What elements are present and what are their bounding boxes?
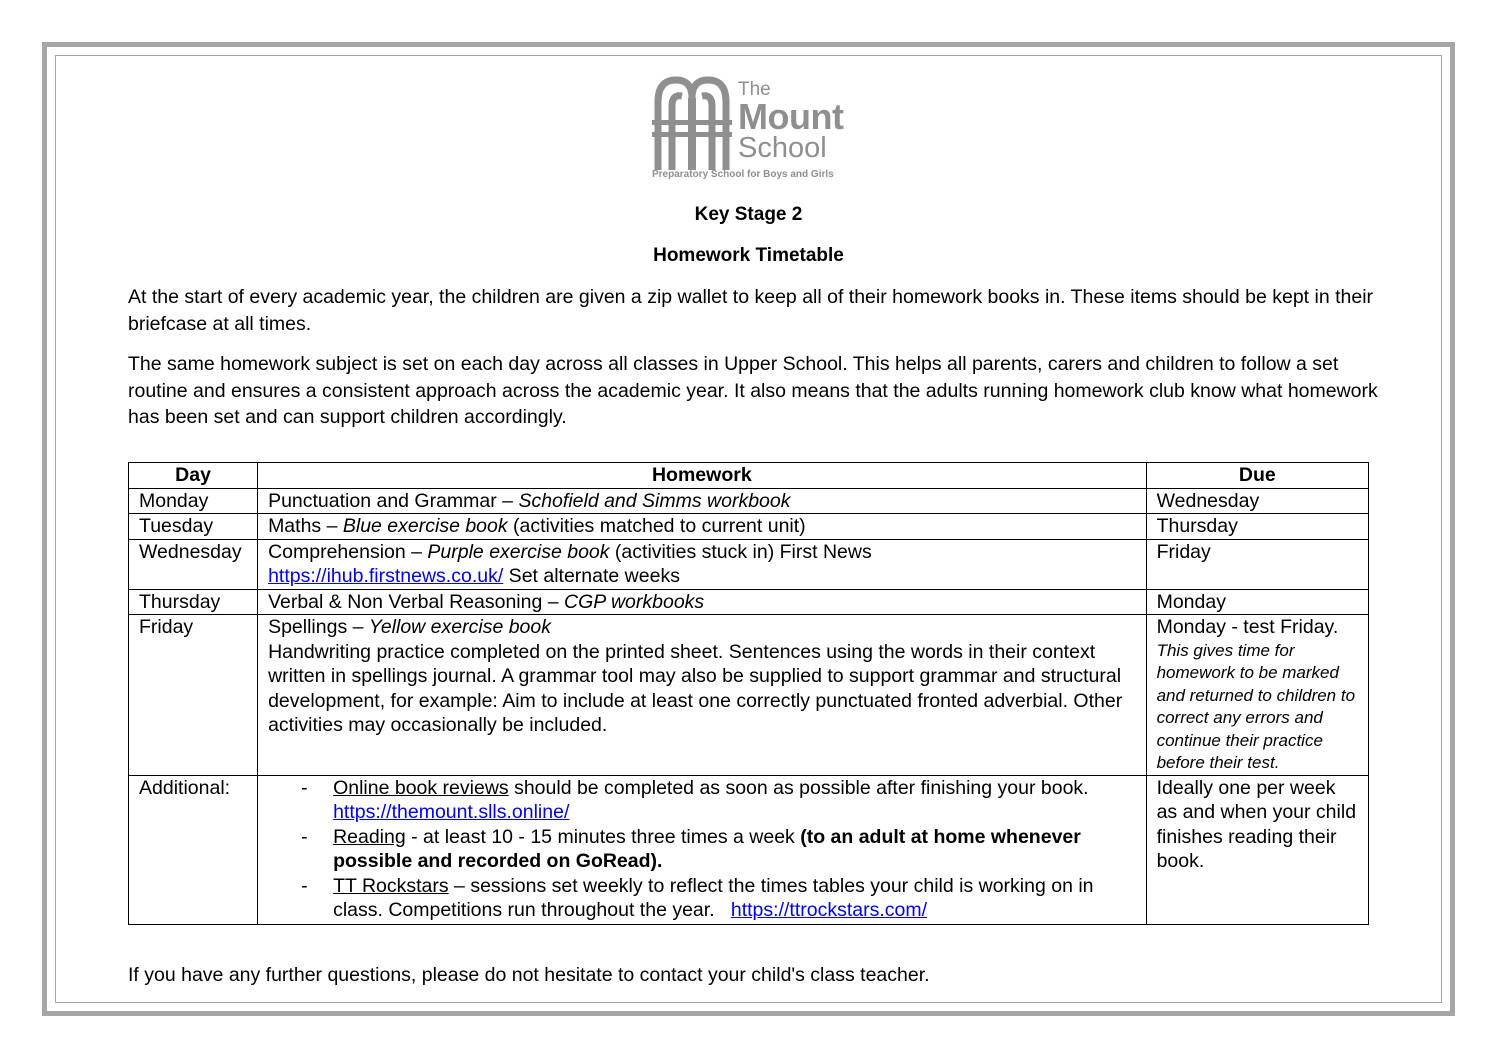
due-cell: Thursday bbox=[1146, 514, 1368, 540]
item-text: should be completed as soon as possible after finishing your book. bbox=[508, 776, 1089, 799]
page-subtitle: Homework Timetable bbox=[653, 245, 844, 266]
homework-cell bbox=[258, 589, 1147, 615]
resource: Schofield and Simms workbook bbox=[518, 489, 791, 512]
logo-tagline: Preparatory School for Boys and Girls bbox=[652, 169, 834, 180]
header-homework: Homework bbox=[258, 463, 1147, 489]
homework-cell bbox=[258, 539, 1147, 589]
homework-cell bbox=[258, 775, 1147, 924]
due-cell: Monday bbox=[1146, 589, 1368, 615]
item-text: - at least 10 - 15 minutes three times a week bbox=[405, 825, 801, 848]
table-row-monday bbox=[129, 488, 1369, 514]
day-cell: Additional: bbox=[129, 775, 258, 924]
item-title: TT Rockstars bbox=[333, 874, 449, 897]
item-title: Reading bbox=[333, 825, 406, 848]
list-dash: - bbox=[301, 874, 308, 897]
intro-paragraph-2: The same homework subject is set on each day across all classes in Upper School. This helps all parents, carers and children to follow a set routine and ensures a consistent approach across the academic year. It also means that the adults running homework club know what homework has been set and can support children accordingly. bbox=[128, 353, 1378, 428]
subject: Spellings – bbox=[268, 616, 369, 638]
due-cell: Wednesday bbox=[1146, 488, 1368, 514]
resource: Yellow exercise book bbox=[368, 616, 551, 638]
school-crest-icon bbox=[652, 74, 732, 170]
intro-paragraph-1: At the start of every academic year, the children are given a zip wallet to keep all of their homework books in. These items should be kept in their briefcase at all times. bbox=[128, 286, 1374, 335]
subject: Punctuation and Grammar – bbox=[268, 489, 519, 512]
first-news-link[interactable]: https://ihub.firstnews.co.uk/ bbox=[268, 565, 504, 587]
homework-cell bbox=[258, 514, 1147, 540]
day-cell: Wednesday bbox=[129, 539, 258, 589]
due-cell: Ideally one per week as and when your child finishes reading their book. bbox=[1146, 775, 1368, 924]
subject: Verbal & Non Verbal Reasoning – bbox=[268, 590, 565, 613]
table-row-wednesday bbox=[129, 539, 1369, 589]
list-item bbox=[268, 825, 1136, 874]
school-logo bbox=[652, 70, 862, 182]
detail: Set alternate weeks bbox=[503, 565, 680, 587]
due-text: Monday - test Friday. bbox=[1156, 616, 1339, 638]
resource: Purple exercise book bbox=[427, 540, 610, 563]
item-title: Online book reviews bbox=[333, 776, 509, 799]
day-cell: Friday bbox=[129, 615, 258, 776]
header-due: Due bbox=[1146, 463, 1368, 489]
detail: (activities stuck in) First News bbox=[609, 540, 872, 563]
item-text: – sessions set weekly to reflect the times tables your child is working on in class. Competitions run throughout the year. bbox=[333, 874, 1099, 921]
table-row-additional bbox=[129, 775, 1369, 924]
list-dash: - bbox=[301, 825, 308, 848]
ttrockstars-link[interactable]: https://ttrockstars.com/ bbox=[730, 899, 928, 921]
logo-school: School bbox=[738, 132, 827, 164]
logo-mount: Mount bbox=[738, 96, 844, 137]
list-item bbox=[268, 776, 1136, 825]
page-title: Key Stage 2 bbox=[694, 204, 803, 225]
list-item bbox=[268, 874, 1136, 923]
book-review-link[interactable]: https://themount.slls.online/ bbox=[333, 801, 570, 823]
footer-note: If you have any further questions, please do not hesitate to contact your child's class teacher. bbox=[128, 964, 930, 986]
due-note: This gives time for homework to be marked and returned to children to correct any errors and continue their practice before their test. bbox=[1156, 640, 1356, 772]
subject: Comprehension – bbox=[268, 540, 428, 563]
header-day: Day bbox=[129, 463, 258, 489]
homework-cell bbox=[258, 488, 1147, 514]
homework-table bbox=[128, 462, 1369, 925]
due-cell: Friday bbox=[1146, 539, 1368, 589]
day-cell: Tuesday bbox=[129, 514, 258, 540]
detail: (activities matched to current unit) bbox=[507, 515, 806, 537]
list-dash: - bbox=[301, 776, 308, 799]
due-cell bbox=[1146, 615, 1368, 776]
table-row-tuesday bbox=[129, 514, 1369, 540]
day-cell: Thursday bbox=[129, 589, 258, 615]
resource: Blue exercise book bbox=[342, 515, 508, 537]
homework-cell bbox=[258, 615, 1147, 776]
subject: Maths – bbox=[268, 515, 343, 537]
resource: CGP workbooks bbox=[564, 590, 705, 613]
table-row-thursday bbox=[129, 589, 1369, 615]
item-bold-text: (to an adult at home whenever possible and recorded on GoRead). bbox=[333, 825, 1081, 872]
day-cell: Monday bbox=[129, 488, 258, 514]
logo-the: The bbox=[738, 79, 771, 100]
detail: Handwriting practice completed on the printed sheet. Sentences using the words in their context written in spellings journal. A grammar tool may also be supplied to support grammar and structural development, for example: Aim to include at least one correctly punctuated fronted adverbial. Other activities may occasionally be included. bbox=[268, 640, 1123, 736]
table-header-row bbox=[129, 463, 1369, 489]
additional-list bbox=[268, 776, 1136, 923]
table-row-friday bbox=[129, 615, 1369, 776]
